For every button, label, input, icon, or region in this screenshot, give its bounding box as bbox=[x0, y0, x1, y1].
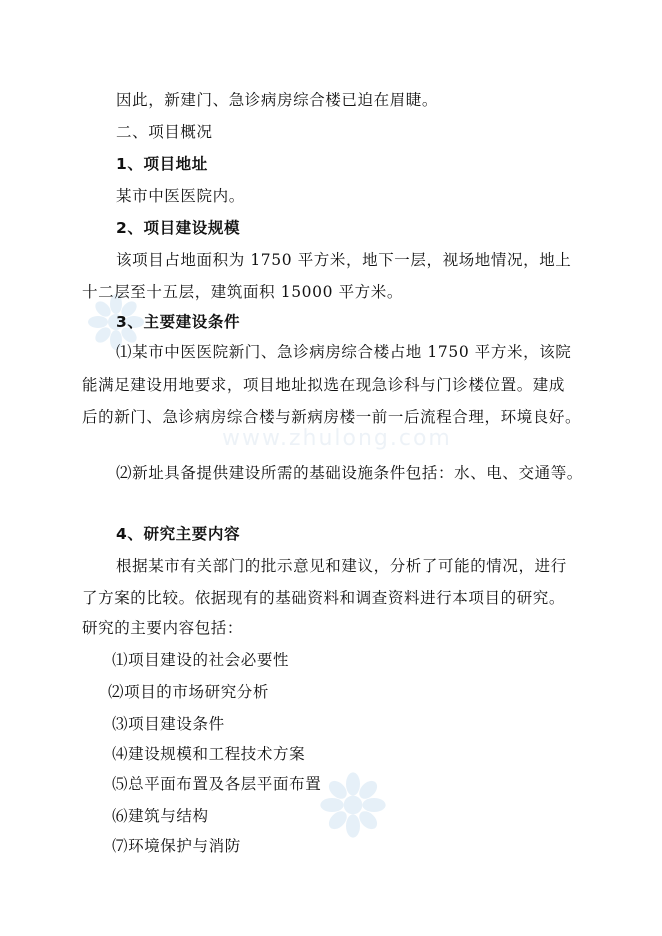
paragraph-line: 十二层至十五层，建筑面积 15000 平方米。 bbox=[82, 283, 403, 301]
subsection-heading: 3、主要建设条件 bbox=[116, 313, 241, 331]
watermark-text: www.zhulong.com bbox=[222, 426, 452, 451]
paragraph-line: 某市中医医院内。 bbox=[116, 187, 245, 205]
subsection-heading: 2、项目建设规模 bbox=[116, 219, 241, 237]
paragraph-line: ⑴某市中医医院新门、急诊病房综合楼占地 1750 平方米，该院 bbox=[116, 343, 572, 361]
paragraph-line: 后的新门、急诊病房综合楼与新病房楼一前一后流程合理，环境良好。 bbox=[82, 408, 582, 426]
list-item: ⑷建设规模和工程技术方案 bbox=[112, 745, 306, 763]
paragraph-line: 该项目占地面积为 1750 平方米，地下一层，视场地情况，地上 bbox=[116, 251, 572, 269]
paragraph-line: 根据某市有关部门的批示意见和建议，分析了可能的情况，进行 bbox=[116, 557, 567, 575]
paragraph-line: 研究的主要内容包括： bbox=[82, 619, 244, 637]
list-item: ⑹建筑与结构 bbox=[112, 807, 209, 825]
paragraph-line: 了方案的比较。依据现有的基础资料和调查资料进行本项目的研究。 bbox=[82, 589, 566, 607]
list-item: ⑸总平面布置及各层平面布置 bbox=[112, 775, 322, 793]
list-item: ⑺环境保护与消防 bbox=[112, 837, 241, 855]
paragraph-line: 因此，新建门、急诊病房综合楼已迫在眉睫。 bbox=[116, 91, 439, 109]
subsection-heading: 4、研究主要内容 bbox=[116, 525, 241, 543]
paragraph-line: 能满足建设用地要求，项目地址拟选在现急诊科与门诊楼位置。建成 bbox=[82, 376, 566, 394]
subsection-heading: 1、项目地址 bbox=[116, 155, 208, 173]
list-item: ⑶项目建设条件 bbox=[112, 715, 225, 733]
list-item: ⑴项目建设的社会必要性 bbox=[112, 651, 290, 669]
paragraph-line: ⑵新址具备提供建设所需的基础设施条件包括：水、电、交通等。 bbox=[116, 464, 583, 482]
list-item: ⑵项目的市场研究分析 bbox=[108, 683, 270, 701]
section-title: 二、项目概况 bbox=[116, 123, 213, 141]
